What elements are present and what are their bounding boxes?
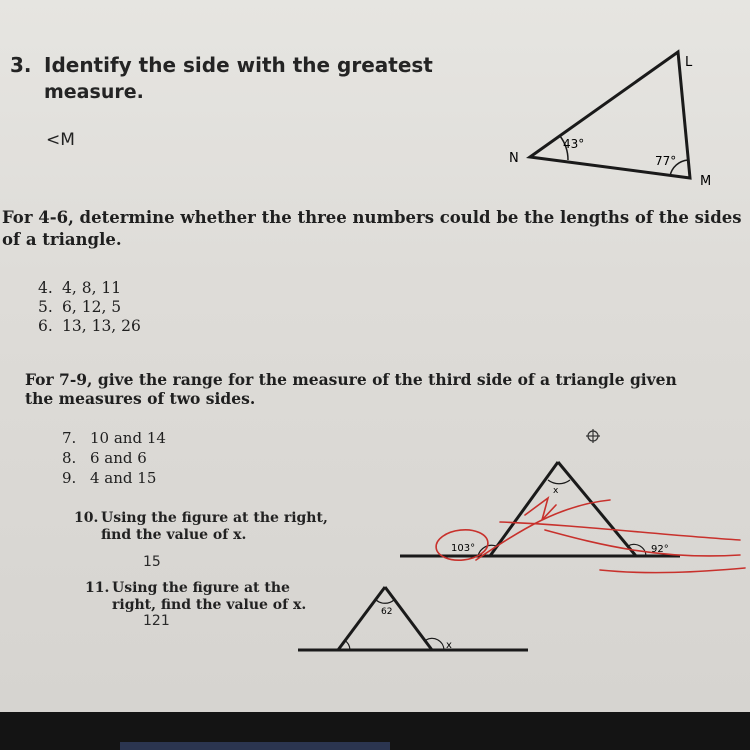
q10-top-arc bbox=[548, 480, 570, 484]
q10-answer: 15 bbox=[143, 554, 161, 570]
q5-number: 5. bbox=[38, 298, 53, 316]
q10-exterior-right-label: 92° bbox=[651, 544, 669, 555]
q10-number: 10. bbox=[74, 510, 99, 526]
angle-m-label: 77° bbox=[655, 154, 677, 168]
q11-exterior-label: x bbox=[446, 640, 452, 651]
vertex-n-label: N bbox=[509, 151, 519, 166]
crosshair-mark bbox=[586, 429, 600, 443]
q10-exterior-left-label: 103° bbox=[451, 543, 476, 554]
q4-number: 4. bbox=[38, 279, 53, 297]
q3-text-line1: Identify the side with the greatest bbox=[44, 53, 433, 77]
q11-top-angle-label: 62 bbox=[381, 607, 393, 617]
red-stroke-d bbox=[600, 568, 745, 573]
q5-values: 6, 12, 5 bbox=[62, 298, 122, 316]
q6-values: 13, 13, 26 bbox=[62, 317, 141, 335]
q7-values: 10 and 14 bbox=[90, 429, 166, 447]
screen-bezel bbox=[0, 712, 750, 750]
q11-right-side bbox=[385, 587, 432, 650]
q11-number: 11. bbox=[85, 580, 110, 596]
q9-number: 9. bbox=[62, 469, 77, 487]
vertex-l-label: L bbox=[685, 55, 693, 70]
q3-text-line2: measure. bbox=[44, 81, 144, 103]
q3-answer: <M bbox=[46, 130, 75, 150]
q4-values: 4, 8, 11 bbox=[62, 279, 122, 297]
q10-top-label: x bbox=[553, 486, 559, 496]
red-stroke-c bbox=[545, 530, 740, 556]
q11-text: Using the figure at the right, find the value of x. bbox=[112, 580, 307, 613]
q10-left-side bbox=[490, 462, 558, 556]
q7-number: 7. bbox=[62, 429, 77, 447]
angle-n-label: 43° bbox=[563, 137, 585, 151]
q3-number: 3. bbox=[10, 53, 32, 77]
red-stroke-a bbox=[476, 500, 610, 560]
q11-figure bbox=[298, 587, 528, 650]
red-pen-annotations bbox=[435, 498, 745, 573]
bezel-reflection bbox=[120, 742, 390, 750]
q9-values: 4 and 15 bbox=[90, 469, 157, 487]
section-7-9-instruction: For 7-9, give the range for the measure of the third side of a triangle given the measures of two sides. bbox=[25, 370, 677, 408]
q8-number: 8. bbox=[62, 449, 77, 467]
section-4-6-instruction: For 4-6, determine whether the three numbers could be the lengths of the sides of a triangle. bbox=[2, 208, 742, 249]
q10-text: Using the figure at the right, find the value of x. bbox=[101, 510, 328, 543]
vertex-m-label: M bbox=[700, 174, 712, 189]
q8-values: 6 and 6 bbox=[90, 449, 147, 467]
q6-number: 6. bbox=[38, 317, 53, 335]
q10-figure bbox=[400, 462, 680, 556]
q11-answer: 121 bbox=[143, 613, 170, 629]
q11-top-arc bbox=[376, 600, 394, 603]
